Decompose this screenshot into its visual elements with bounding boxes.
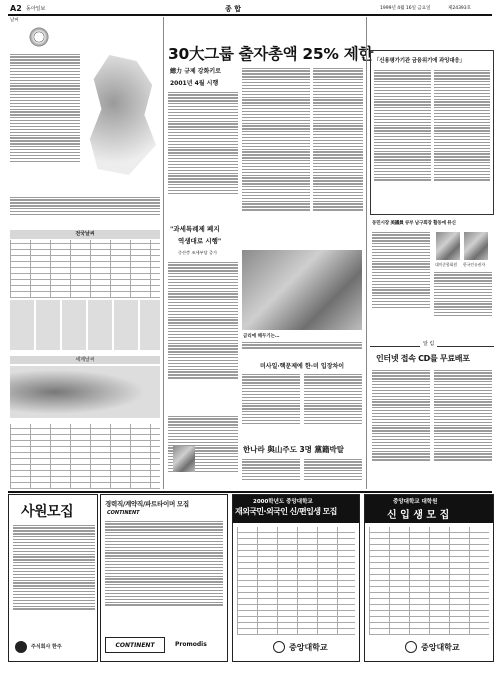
ad2-body <box>105 519 223 631</box>
credit-rating-col2 <box>434 68 490 210</box>
weather-sun-icon <box>28 26 50 48</box>
credit-rating-headline: 「신용평가기관 금융위기에 과잉대응」 <box>374 58 465 64</box>
party-article-col2 <box>304 457 362 489</box>
notice-article-col2 <box>434 368 492 488</box>
party-headline: 한나라 與山주도 3명 黨籍박탈 <box>243 445 345 454</box>
notice-label: 알 림 <box>420 340 437 347</box>
missile-article-col1 <box>242 372 300 440</box>
weather-commentary <box>10 195 160 225</box>
world-weather-table <box>10 424 160 489</box>
portrait-photo <box>173 446 195 472</box>
paper-name: 동아일보 <box>26 6 46 12</box>
person-photo-1 <box>436 232 460 260</box>
ad-chungang-graduate <box>364 494 494 662</box>
news-photo <box>242 250 362 330</box>
korea-weather-map <box>82 55 160 175</box>
party-article-col1 <box>242 457 300 489</box>
weather-title: 날씨 <box>10 18 19 23</box>
ad3-title: 재외국민·외국인 신/편입생 모집 <box>235 507 337 516</box>
ad4-title: 신 입 생 모 집 <box>387 510 450 521</box>
ad1-logo <box>15 641 27 653</box>
credit-rating-col1 <box>374 68 431 210</box>
column-divider-1 <box>163 17 164 489</box>
ad1-company: 주식회사 한주 <box>31 644 62 650</box>
missile-article-col2 <box>304 372 362 440</box>
weather-table-header <box>10 230 160 239</box>
main-headline: 30大그룹 출자총액 25% 제한 <box>168 45 374 63</box>
ad4-school: 중앙대학교 <box>421 643 460 652</box>
column-divider-2 <box>366 17 367 489</box>
ad2-logo-continent <box>105 637 165 653</box>
tax-article-title-1: "과세특례제 폐지 <box>170 225 220 233</box>
ad3-school: 중앙대학교 <box>289 643 328 652</box>
ad-chungang-overseas <box>232 494 360 662</box>
header-rule <box>8 14 492 16</box>
ad2-brand-promodis: Promodis <box>175 641 207 648</box>
notice-article-col1 <box>372 368 430 488</box>
weather-icons-row <box>10 300 160 350</box>
tax-article-body <box>168 260 238 410</box>
community-article-col2 <box>434 270 492 330</box>
person-caption-1: 대미준합회원 <box>435 262 458 267</box>
world-weather-map <box>10 366 160 418</box>
issue-date: 1999년 4월 16일 금요일 <box>380 6 431 11</box>
notice-headline: 인터넷 접속 CD를 무료배포 <box>376 354 470 363</box>
weather-table-title: 전국날씨 <box>75 231 95 237</box>
ad-section-rule <box>8 491 492 493</box>
missile-headline: 미사일·핵문제에 한·미 입장차이 <box>260 363 345 370</box>
person-caption-2: 한국인유권자 <box>463 262 486 267</box>
weather-table <box>10 240 160 298</box>
world-weather-title: 세계날씨 <box>75 357 95 363</box>
ad3-top: 2000학년도 중앙대학교 <box>253 499 313 505</box>
community-article-col1 <box>372 230 430 330</box>
photo-caption: 금리에 해두기는… <box>243 334 280 339</box>
ad3-banner <box>233 495 359 523</box>
ad1-title: 사원모집 <box>21 504 74 520</box>
ad3-table <box>237 527 355 635</box>
tax-article-sub: 중산층 조세부담 증가 <box>178 250 218 255</box>
main-article-col2 <box>242 66 310 246</box>
sub-headline-2: 2001년 4월 시행 <box>170 80 219 87</box>
edition-number: 제24393호 <box>448 6 472 11</box>
weather-forecast-text <box>10 52 80 192</box>
ad3-emblem <box>273 641 285 653</box>
ad4-banner <box>365 495 493 523</box>
world-weather-header <box>10 356 160 364</box>
person-photo-2 <box>464 232 488 260</box>
main-article-col3 <box>313 66 363 246</box>
ad4-top: 중앙대학교 대학원 <box>393 499 438 505</box>
main-article-col1 <box>168 90 238 220</box>
ad2-title: 경력직/계약직/파트타이머 모집 <box>105 500 189 508</box>
section-title: 종 합 <box>225 5 241 13</box>
page-number: A2 <box>10 4 22 13</box>
ad2-brand-top: CONTINENT <box>107 510 140 516</box>
ad4-table <box>369 527 489 635</box>
photo-caption-text <box>242 340 362 354</box>
ad4-emblem <box>405 641 417 653</box>
ad1-body <box>13 523 95 635</box>
ad2-brand-logo: CONTINENT <box>115 642 155 649</box>
tax-article-title-2: 역생대로 시행" <box>178 237 222 245</box>
ad-recruitment-hanju <box>8 494 98 662</box>
ad-recruitment-continent <box>100 494 228 662</box>
community-headline: 동민시장 美議員 큐부 남구회장 활동에 뮤신 <box>372 221 456 226</box>
sub-headline-1: 總力 규제 강화키로 <box>170 68 221 75</box>
